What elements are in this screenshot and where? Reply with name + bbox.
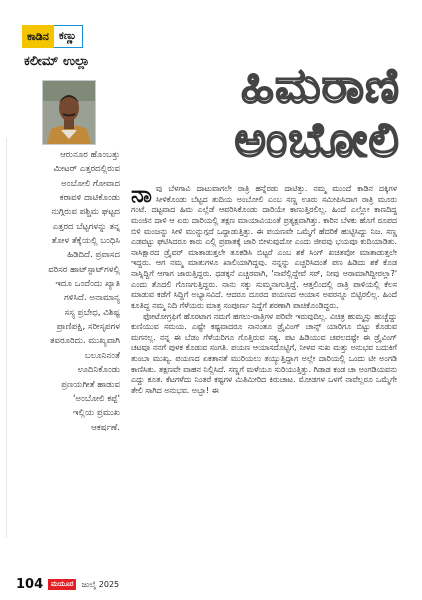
- column-badge: [22, 25, 83, 48]
- pull-quote-line: ಕರಾವಳಿ ದಾಟಿಕೊಂಡು: [59, 193, 120, 204]
- pull-quote-line: ಎತ್ತರದ ಬೆಟ್ಟಗಳನ್ನು ತನ್ನ: [52, 221, 120, 232]
- article-paragraph: ಫೋಟೋಗ್ರಫಿಗೆ ಹೊರಟಾಗ ನಮಗೆ ಹಗಲು-ರಾತ್ರಿಗಳ ಪರಿವೇ ಇರುವುದಿಲ್ಲ. ವಿಚಿತ್ರ ಹುಮ್ಮಸ್ಸು ಹುಚ್ಚೆದ್ದು ಕುಣಿಯುವ ಸಮಯ. ಎಷ್ಟೇ ಕಷ್ಟವಾದರೂ ನಾನಂತೂ ಡ್ರೈವಿಂಗ್ ಚಾನ್ಸ್ ಯಾರಿಗೂ ಬಿಟ್ಟು ಕೊಡುವ ಮಗನಲ್ಲ. ನನ್ನ ಈ ಬೆಡಂ ಗೆಳೆಯರಿಗೂ ಗೊತ್ತಿರುವ ಸತ್ಯ. ಪಟ ಹಿಡಿಯುವ ಚಪಲದಷ್ಟೇ ಈ ಡ್ರೈವಿಂಗ್ ಚಟವೂ ನನಗೆ ಪುಳಕ ಕೊಡುವ ಸಂಗತಿ. ಪಯಣ ಆಯಾಸದೊಟ್ಟಿಗೆ, ನೀಳವ ಸುಖ ಮತ್ತು ಅನುಭವ ಬದುಕಿಗೆ ತುಂಬಾ ಮುಖ್ಯ. ಪಯಣದ ಏಕತಾನತೆ ಮುರಿಯಲು ತಯ್ಯುತ್ತಿದ್ದಾಗ ಅಲ್ಲೇ ದಾರಿಯಲ್ಲಿ ಒಂದು ಟೀ ಅಂಗಡಿ ಕಾಣಿಸಿತು. ತಕ್ಷಣವೇ ವಾಹನ ನಿಲ್ಲಿಸಿದೆ. ಸಣ್ಣಗೆ ಮಳೆಯೂ ಸುರಿಯುತ್ತಿತ್ತು. ಗಿಡಾಡ ಕಂಡ ಚಾ ಅಂಗಡಿಯವನು ಎದ್ದು ಕೂತ. ಕೆಟಗಳೆದು ನಿಂತರೆ ಕಷ್ಟಗಳ ಮಿತಿಮೀರಿದ ಕಿರುಚಾಟ. ಮೋಡಗಳ ಒಳಗೆ ನಾವೆಲ್ಲರೂ ಒಮ್ಮೆಗೇ ತೇಲಿ ಸಾಗಿದ ಅನುಭವ. ಅಬ್ಬಾ! ಈ: [131, 311, 397, 395]
- drop-cap: ನಾ: [131, 182, 152, 208]
- pull-quote-line: ಹಿಡಿದಿದೆ. ಪ್ರವಾಸದ: [67, 250, 120, 261]
- page-number: 104: [16, 577, 44, 592]
- headline-line-1: ಹಿಮರಾಣಿ: [241, 58, 400, 114]
- article-paragraph-text: ವು ಬೆಳಗಾವಿ ದಾಟುವಾಗಲೇ ರಾತ್ರಿ ಹನ್ನೆರಡು ದಾಟಿತ್ತು. ನಮ್ಮ ಮುಂದೆ ಕಾಡಿನ ದಕ್ಕಿಗಳ ಸೀಳಿಕೊಂಡು ಬೆಟ್ಟದ ತುದಿಯ ಅಂಬೋಲಿ ಎಂಬ ಸಣ್ಣ ಊರು ಸಮೀಪಿಸಿದಾಗ ರಾತ್ರಿ ಮೂರು ಗಂಟೆ. ದಟ್ಟವಾದ ಹಿಮ ಎಲ್ಲೆಡೆ ಆವರಿಸಿಕೊಂಡು ದಾರಿಯೇ ಕಾಣುತ್ತಿರಲಿಲ್ಲ. ಹಿಂದೆ ಎಲ್ಲೋ ಕಾಣದಿದ್ದ ಮಂಜಿನ ದಾಳಿ ಆ ಏರು ದಾರಿಯಲ್ಲಿ ತಕ್ಷಣ ಮಾಯಾವಿಯಂತೆ ಪ್ರತ್ಯಕ್ಷವಾಗಿತ್ತು. ಕಾರಿನ ಬೆಳಕು ಹೊಗೆ ರೂಪದ ಬಿಳಿ ಮಂಜನ್ನು ಸೀಳಿ ಮುನ್ನುಗ್ಗದೆ ಒದ್ದಾಡುತ್ತಿತ್ತು. ಈ ಪಯಣವೇ ಒಮ್ಮೆಗೆ ಹೆದರಿಕೆ ಹುಟ್ಟಿಸಿದ್ದು ನಿಜ. ಸಣ್ಣ ಎಡವಟ್ಟು ಘಟಿಸಿದರೂ ಕಾರು ಎಲ್ಲಿ ಪ್ರಪಾತಕ್ಕೆ ಜಾರಿ ಬೀಳುವುದೋ ಎಂದು ಜೀವವು ಭಯವೂ ಕುದಿಯಾಡಿತು. ನಾಸಿಕ್ಷಾರದ ಡ್ರೈವರ್ ಮಾತಾಡುತ್ತಲೇ ತೂಕಡಿಸಿ ಬಿಟ್ಟರೆ ಎಂಬ ಶಕೆ ಸಿಂಗ್ ಖಚಿತವೋ ಮಾತಾಡುತ್ತಲೇ ಇದ್ದರು. ಆಗ ನಮ್ಮ ಮಾತುಗಳೂ ಖಾಲಿಯಾಗಿದ್ದವು. ನನ್ನನ್ನು ಎಚ್ಚರಿಸಿದಂತೆ ಪಣ ಹಿಡಿದು ಶಕೆ ಕೊಡ ನಾಸ್ನಿದ್ದಿಗೆ ಆಗಾಗ ಜಾರುತ್ತಿದ್ದರು. ಧಡಕ್ಕನೆ ಎಚ್ಚರವಾಗಿ, 'ನಾವೆಲ್ಲಿದ್ದೇವೆ ಸರ್, ನೀವು ಅರಾಮಾಗಿದ್ದೀರಲ್ಲಾ?' ಎಂದು ತೊದಲಿ ಗೊಣಗುತ್ತಿದ್ದರು. ನಾನು ಸಕ್ಕು ಸುಮ್ಮನಾಗುತ್ತಿದ್ದೆ. ಆತ್ತಲಿಂದಲ್ಲಿ ರಾತ್ರಿ ಪಾಳಿಯಲ್ಲಿ ಕೆಲಸ ಮಾಡುವ ಕಡೆಗೆ ಸಿದ್ದಿಗೆ ಅಭ್ಯಾಸವಿದೆ. ಆದರೂ ದೂರದ ಪಯಣದ ಆಯಾಸ ಅವರನ್ನೂ ಬಿಟ್ಟಿರಲಿಲ್ಲ. ಹಿಂದೆ ಕೂತಿದ್ದ ನಮ್ಮ ನಿದಿ ಗೆಳೆಯರು ಮಾತ್ರ ಸಂಪೂರ್ಣ ನಿದ್ದೆಗೆ ಶರಣಾಗಿ ಪಾಚಿಕೊಂಡಿದ್ದರು.: [131, 184, 397, 310]
- pull-quote-line: ವರಿಸರ ಹಾಟ್‌ಸ್ಪಾಟ್‌ಗಳಲ್ಲಿ: [48, 264, 120, 275]
- author-photo: [42, 80, 96, 145]
- pull-quote-line: ಬಲೂನಿನಂತೆ: [84, 350, 120, 361]
- pull-quote-line: ಗಳಿಸಿದೆ. ಅನಾಮಾನ್ಯ: [64, 293, 120, 304]
- page-footer: [16, 577, 119, 592]
- magazine-logo: ಮಯೂರ: [48, 579, 76, 590]
- article-body: [131, 184, 397, 397]
- pull-quote-line: ಇಲ್ಲಿಯ ಪ್ರಮುಖ: [72, 408, 120, 419]
- column-label-right: ಕಣ್ಣು: [54, 25, 83, 48]
- pull-quote-line: ಊದಿನಿಕೊಂಡು: [77, 365, 120, 376]
- pull-quote-line: ಮೀಟರ್ ಎತ್ತರದಲ್ಲಿರುವ: [53, 164, 120, 175]
- pull-quote-line: ಸಸ್ಯ ಪ್ರಬೇಧ, ವಿಶಿಷ್ಟ: [64, 307, 120, 318]
- article-paragraph: [131, 184, 397, 312]
- pull-quote-line: ತವರೂರಿದು. ಮುಖ್ಯವಾಗಿ: [50, 336, 120, 347]
- headline-line-2: ಅಂಬೋಲಿ: [234, 112, 400, 168]
- pull-quote-line: ಅಂಬೋಲಿ ಗೋವಾದ: [61, 178, 120, 189]
- pull-quote-line: ಪ್ರಣಯಗೀತೆ ಹಾಡುವ: [61, 379, 120, 390]
- author-name: ಕಲೀಮ್ ಉಲ್ಲಾ: [24, 54, 90, 69]
- page-margin-rule: [6, 138, 7, 538]
- pull-quote: [22, 148, 120, 435]
- pull-quote-line: ಆರುನೂರ ಹೊಂಬತ್ತು: [60, 150, 120, 160]
- pull-quote-line: ತೋಳ ತೆಕ್ಕೆಯಲ್ಲಿ ಬಂಧಿಸಿ: [51, 236, 120, 247]
- pull-quote-line: 'ಅಂಬೋಲಿ ಕಪ್ಪೆ': [73, 393, 120, 404]
- pull-quote-line: ಇದೂ ಒಂದೆಂದು ಖ್ಯಾತಿ: [55, 279, 120, 290]
- author-photo-image: [43, 81, 95, 144]
- issue-date: ಜುಲೈ 2025: [81, 579, 120, 589]
- pull-quote-line: ಪ್ರಾಣಿಪಕ್ಷಿ, ಸರೀಸೃಪಗಳ: [56, 322, 120, 333]
- pull-quote-line: ಆಕರ್ಷಣೆ.: [91, 422, 120, 433]
- column-label-left: ಕಾಡಿನ: [22, 25, 54, 48]
- pull-quote-line: ನುಗ್ಗಿರುವ ಪಶ್ಚಿಮ ಘಟ್ಟದ: [51, 207, 120, 218]
